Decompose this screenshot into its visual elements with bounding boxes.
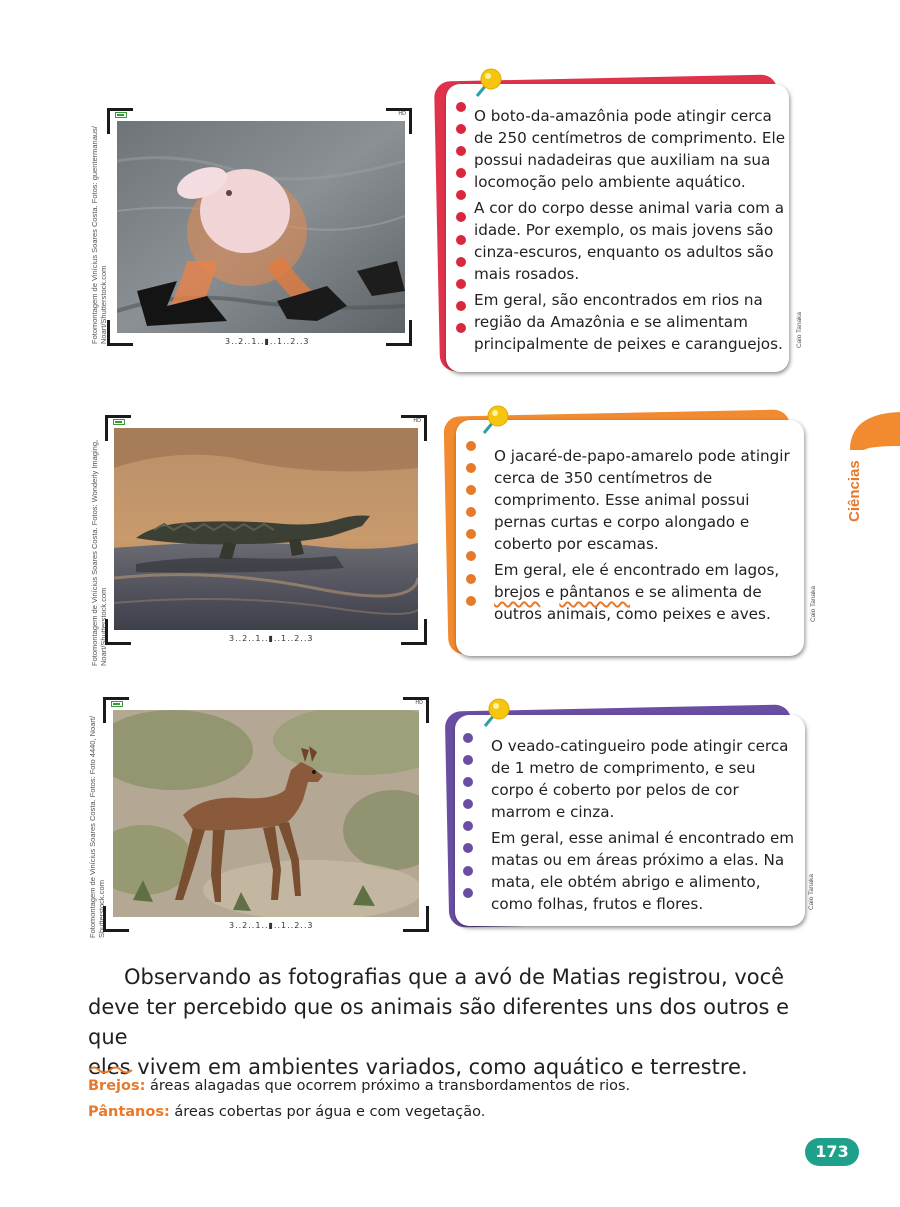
pushpin-icon	[479, 696, 513, 732]
info-card-3	[447, 700, 807, 926]
battery-icon	[113, 419, 125, 425]
bullet-dots	[456, 102, 466, 345]
hd-label: HD	[415, 700, 423, 706]
pushpin-icon	[478, 403, 512, 439]
bullet-dots	[463, 733, 473, 910]
bullet-text: Em geral, esse animal é encontrado em matas ou em áreas próximo a elas. Na mata, ele obtém abrigo e alimento, como folhas, frutos e flores.	[491, 829, 795, 913]
art-credit-1: Caio Tanaka	[796, 311, 803, 348]
bullet-dots	[466, 441, 476, 618]
bullet-text: Em geral, ele é encontrado em lagos, brejos e pântanos e se alimenta de outros animais, como peixes e aves.	[494, 561, 780, 623]
hd-label: HD	[398, 111, 406, 117]
scale-label: 3..2..1..▮..1..2..3	[229, 634, 314, 643]
scale-label: 3..2..1..▮..1..2..3	[225, 337, 310, 346]
photo-credit-2: Fotomontagem de Vinícius Soares Costa. Fotos: Wonderly Imaging, Noart/Shutterstock.com	[90, 439, 108, 666]
glossary-word-pantanos: pântanos	[559, 583, 630, 601]
art-credit-2: Caio Tanaka	[810, 585, 817, 622]
photo-frame-3	[103, 697, 429, 932]
art-credit-3: Caio Tanaka	[808, 873, 815, 910]
section-tab-label: Ciências	[846, 460, 863, 522]
hd-label: HD	[413, 418, 421, 424]
info-card-2	[446, 407, 806, 655]
glossary-brejos: Brejos: áreas alagadas que ocorrem próximo a transbordamentos de rios.	[88, 1078, 631, 1094]
glossary-wave-icon	[88, 1064, 134, 1074]
main-paragraph: Observando as fotografias que a avó de Matias registrou, você deve ter percebido que os animais são diferentes uns dos outros e que eles vivem em ambientes variados, como aquático e terrestre.	[88, 965, 790, 1079]
bullet-text: O jacaré-de-papo-amarelo pode atingir cerca de 350 centímetros de comprimento. Esse animal possui pernas curtas e corpo alongado e coberto por escamas.	[494, 447, 790, 553]
glossary-pantanos: Pântanos: áreas cobertas por água e com vegetação.	[88, 1104, 486, 1120]
info-card-1	[437, 72, 792, 372]
boto-photo	[117, 121, 405, 333]
photo-credit-3: Fotomontagem de Vinícius Soares Costa. Fotos: Foto 4440, Noart/ Shutterstock.com	[88, 715, 106, 938]
scale-label: 3..2..1..▮..1..2..3	[229, 921, 314, 930]
bullet-text: O veado-catingueiro pode atingir cerca de 1 metro de comprimento, e seu corpo é coberto por pelos de cor marrom e cinza.	[491, 737, 789, 821]
battery-icon	[115, 112, 127, 118]
photo-frame-1	[107, 108, 412, 346]
bullet-text: A cor do corpo desse animal varia com a idade. Por exemplo, os mais jovens são cinza-escuros, enquanto os adultos são mais rosados.	[474, 199, 785, 283]
pushpin-icon	[471, 66, 505, 102]
veado-photo	[113, 710, 419, 917]
glossary-word-brejos: brejos	[494, 583, 541, 601]
page-number: 173	[805, 1138, 859, 1166]
jacare-photo	[114, 428, 418, 630]
battery-icon	[111, 701, 123, 707]
photo-frame-2	[105, 415, 427, 645]
bullet-text: O boto-da-amazônia pode atingir cerca de 250 centímetros de comprimento. Ele possui nadadeiras que auxiliam na sua locomoção pelo ambiente aquático.	[474, 107, 786, 191]
photo-credit-1: Fotomontagem de Vinícius Soares Costa. Fotos: guentermanaus/ Noart/Shutterstock.com	[90, 126, 108, 344]
bullet-text: Em geral, são encontrados em rios na região da Amazônia e se alimentam principalmente de peixes e caranguejos.	[474, 291, 783, 353]
